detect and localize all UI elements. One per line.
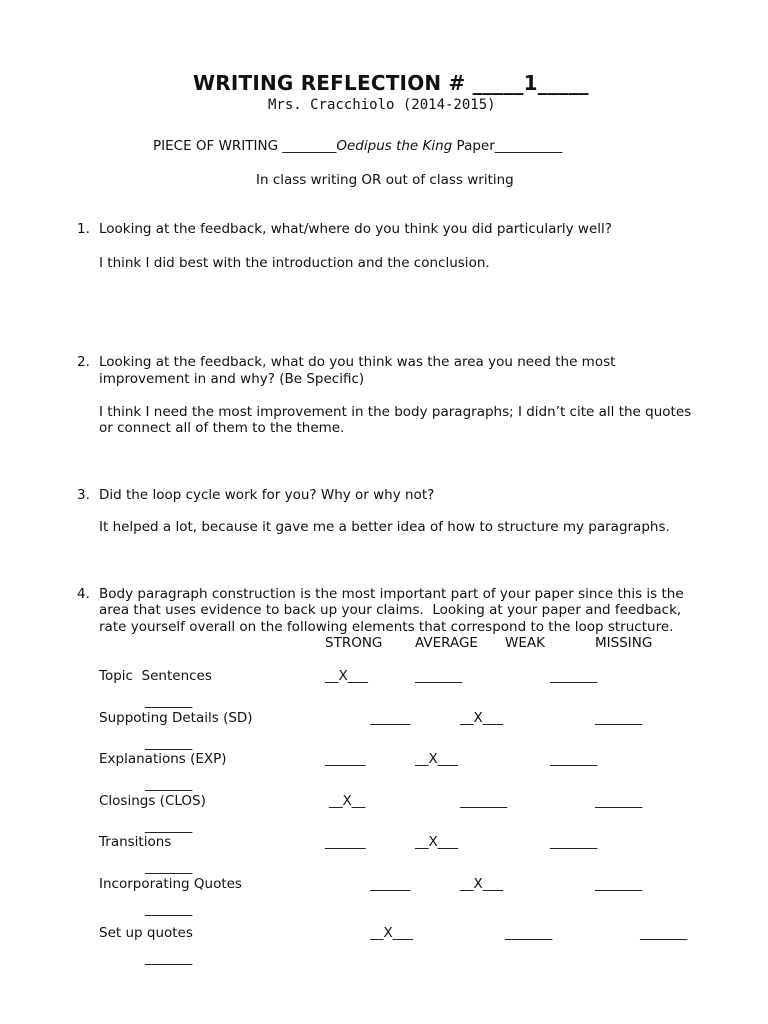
rating-row-label: Topic Sentences — [99, 668, 212, 684]
rating-mark: _______ — [595, 876, 643, 892]
rating-sub-blank: _______ — [145, 693, 193, 709]
rating-mark: _______ — [415, 668, 463, 684]
rating-mark: _______ — [460, 793, 508, 809]
rating-sub-blank: _______ — [145, 901, 193, 917]
question-prompt: area that uses evidence to back up your claims. Looking at your paper and feedback, — [99, 602, 682, 618]
question-prompt: Did the loop cycle work for you? Why or why not? — [99, 487, 435, 503]
title-blank-right: _____ — [537, 71, 589, 95]
piece-title-italic: Oedipus the King — [336, 138, 453, 154]
question-number: 4. — [77, 586, 90, 602]
rating-mark: _______ — [505, 925, 553, 941]
rating-mark: ______ — [325, 834, 366, 850]
rating-mark: ______ — [370, 710, 411, 726]
piece-blank-left: ________ — [282, 138, 337, 154]
rating-mark: _______ — [595, 793, 643, 809]
piece-label: PIECE OF WRITING — [153, 138, 283, 154]
rating-header-weak: WEAK — [505, 635, 545, 651]
question-answer: I think I did best with the introduction and the conclusion. — [99, 255, 490, 271]
piece-of-writing-line — [153, 138, 562, 154]
writing-mode-line: In class writing OR out of class writing — [256, 172, 514, 188]
rating-sub-blank: _______ — [145, 859, 193, 875]
rating-mark: __X__ — [329, 793, 366, 809]
piece-blank-right: __________ — [494, 138, 563, 154]
rating-mark: _______ — [595, 710, 643, 726]
rating-row-label: Incorporating Quotes — [99, 876, 242, 892]
rating-mark: __X___ — [415, 751, 458, 767]
question-answer: I think I need the most improvement in the body paragraphs; I didn’t cite all the quotes — [99, 404, 692, 420]
rating-row-label: Transitions — [99, 834, 172, 850]
rating-mark: ______ — [370, 876, 411, 892]
question-answer: It helped a lot, because it gave me a better idea of how to structure my paragraphs. — [99, 519, 670, 535]
question-answer: or connect all of them to the theme. — [99, 420, 345, 436]
question-number: 1. — [77, 221, 90, 237]
question-number: 3. — [77, 487, 90, 503]
title-prefix: WRITING REFLECTION # — [193, 71, 473, 95]
rating-header-strong: STRONG — [325, 635, 383, 651]
rating-sub-blank: _______ — [145, 950, 193, 966]
page-title — [193, 71, 589, 95]
rating-mark: _______ — [640, 925, 688, 941]
question-prompt: Looking at the feedback, what/where do you think you did particularly well? — [99, 221, 612, 237]
rating-header-average: AVERAGE — [415, 635, 478, 651]
rating-mark: _______ — [550, 668, 598, 684]
rating-mark: __X___ — [460, 710, 503, 726]
rating-row-label: Suppoting Details (SD) — [99, 710, 253, 726]
rating-mark: __X___ — [370, 925, 413, 941]
question-prompt: Body paragraph construction is the most important part of your paper since this is the — [99, 586, 684, 602]
rating-mark: ______ — [325, 751, 366, 767]
rating-mark: __X___ — [415, 834, 458, 850]
rating-row-label: Set up quotes — [99, 925, 193, 941]
question-prompt: improvement in and why? (Be Specific) — [99, 371, 365, 387]
title-blank-left: _____ — [472, 71, 524, 95]
rating-sub-blank: _______ — [145, 818, 193, 834]
rating-mark: _______ — [550, 751, 598, 767]
reflection-number: 1 — [523, 71, 538, 95]
rating-mark: __X___ — [460, 876, 503, 892]
question-number: 2. — [77, 354, 90, 370]
rating-row-label: Closings (CLOS) — [99, 793, 206, 809]
rating-header-missing: MISSING — [595, 635, 653, 651]
rating-mark: _______ — [550, 834, 598, 850]
rating-sub-blank: _______ — [145, 776, 193, 792]
piece-title-rest: Paper — [452, 138, 495, 154]
question-prompt: rate yourself overall on the following elements that correspond to the loop structure. — [99, 619, 674, 635]
teacher-line: Mrs. Cracchiolo (2014-2015) — [268, 97, 496, 113]
question-prompt: Looking at the feedback, what do you think was the area you need the most — [99, 354, 616, 370]
rating-sub-blank: _______ — [145, 735, 193, 751]
rating-mark: __X___ — [325, 668, 368, 684]
rating-row-label: Explanations (EXP) — [99, 751, 227, 767]
